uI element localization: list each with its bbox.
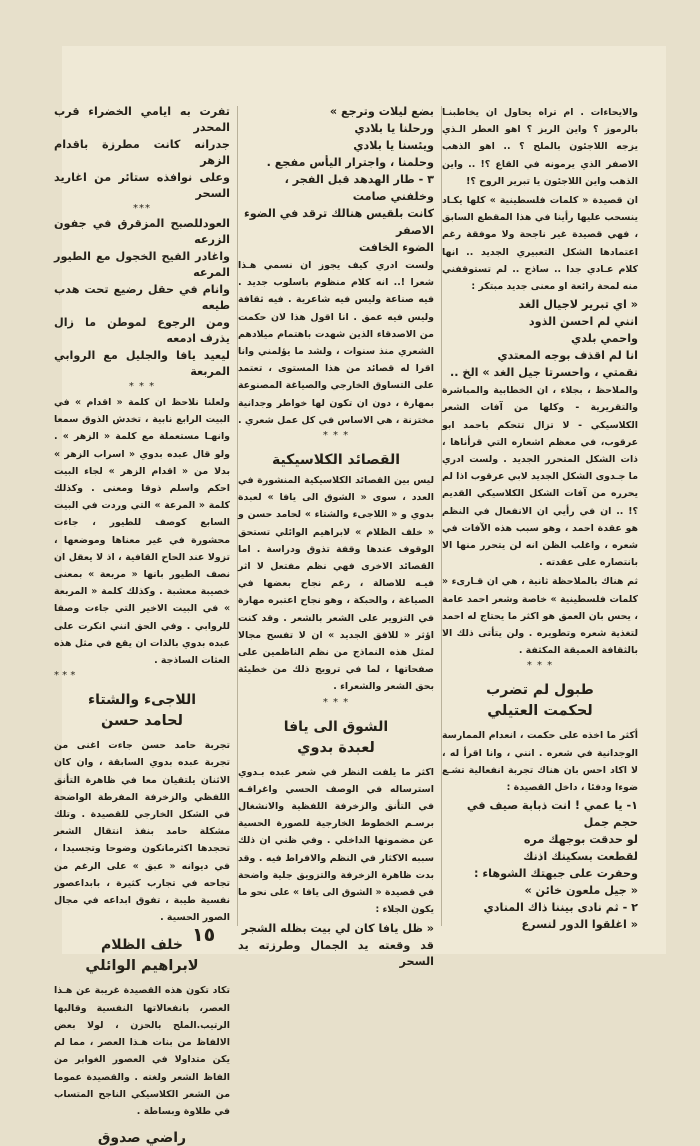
paragraph: اكثر ما يلفت النظر في شعر عبده بـدوي استرساله في الوصف الحسي واغراقـه في التأنق والزخرفة اللفظية والانشغال برسـم الخطوط الخارجية للصورة الحسية عن مضمونها الداخلي . وفي ظني ان ذلك سببه الاكثار في النظم والافراط فيه . وقد بدت ظاهرة الزخرفة والتزويق جلية واضحة في قصيدة « الشوق الى يافا » على نحو ما يكون الجلاء :: [238, 766, 434, 916]
paragraph: ثم هناك بالملاحظة ثانية ، هي ان قـارىء « كلمات فلسطينية » خاصة وشعر احمد عامة ، يحس بان العمق هو اكثر ما يحتاج له احمد لتغذية شعره وتطويره . ولن يتأتى ذلك الا بالثقافة العميقة المكثفة .: [442, 576, 638, 657]
section-separator: * * *: [322, 430, 350, 442]
section-separator: * * *: [526, 660, 554, 672]
section-author: لابراهيم الوائلي: [85, 958, 199, 975]
column-right: [442, 104, 638, 934]
verse-line: ورحلنا يا بلادي: [354, 122, 434, 135]
section-author: لحامد حسن: [101, 713, 183, 730]
verse-line: ١- يا عمي ! انت ذبابة صيف في: [466, 799, 638, 813]
verse-line: نقمتي ، واحسرتا جيل الغد » الخ ..: [449, 366, 638, 380]
section-title: خلف الظلام: [101, 937, 183, 954]
verse-line: قد وقعته يد الجمال وطرزته يد السحر: [238, 938, 434, 968]
section-separator: ***: [133, 203, 151, 214]
verse-line: لقطعت بسكينك اذنك: [523, 850, 638, 864]
verse-line: « اغلقوا الدور لنسرع: [521, 918, 638, 932]
verse-line: « جيل ملعون خائن »: [524, 884, 638, 898]
verse-line: وانام في حقل رضيع تحت هدب طيعه: [54, 283, 230, 312]
verse-line: الضوء الخافت: [358, 241, 434, 254]
section-separator: * * *: [322, 696, 350, 708]
paragraph: تكاد تكون هذه القصيدة غريبة عن هـذا العصر، بانفعالاتها النفسية وقالبها الرتيب.الملح بالحزن ، لولا بعض الالفاظ من بنات هـذا العصر ، مما لم يكن متداولا في العصور الغوابر من الفاظ الشعر ولغته . والقصيدة عموما من الشعر الكلاسيكي الناجح المتساب في طلاوة وبساطة .: [54, 985, 230, 1117]
verse-line: ويئسنا يا بلادي: [353, 139, 434, 152]
verse-line: الاصفر: [396, 224, 434, 237]
column-left: [54, 104, 230, 1146]
verse-line: حجم جمل: [583, 816, 638, 830]
paragraph: ليس بين القصائد الكلاسيكية المنشورة في العدد ، سوى « الشوق الى يافا » لعبدة بدوي و « اللاجىء والشتاء » لحامد حسن و « خلف الظلام » لابراهيم الوائلي تستحق الوقوف عندها وقفة تذوق ودراسة . اما القصائد الاخرى فهي نظم مفتعل لا اثر فيـه للاصالة ، رغم نجاح بعضها في الصياغة ، والحبكة ، وهو نجاح اعتبره مهارة في التزوير على الشعر بالشعر . وقد كنت اؤثر « للافق الجديد » ان لا تفسح مجالا لمثل هذه النماذج من نظم الناظمين على صفحاتها ، لما في ترويج ذلك من خطيئة بحق الشعر والشعراء .: [238, 475, 434, 693]
paragraph: تجربة حامد حسن جاءت اغنى من تجربة عبده بدوي السابقة ، وان كان الاثنان يلتقيان معا في ظاهرة التأنق اللفظي والزخرفة المفرطة الواضحة في الشكل الخارجي للقصيدة . وتلك مشكلة حامد بنفذ انتقال الشعر تحجدها اكثرمانكون وضوحا وتجسيدا ، في ديوانه « عبق » على الرغم من تجاحه في تجارب كثيرة ، بابداعصور نفسية طيبة ، تفوق ابداعه في مجال الصور الحسية .: [54, 740, 230, 924]
verse-line: انا لم اقذف بوجه المعتدي: [497, 349, 638, 363]
section-title: الشوق الى يافا: [283, 718, 389, 735]
verse-line: كانت بلقيس هنالك ترقد في الضوء: [244, 207, 434, 220]
verse-line: انني لم احسن الذود: [528, 315, 638, 329]
verse-line: تفرت به ايامي الخضراء قرب المحدر: [54, 105, 230, 134]
verse-line: « ظل يافا كان لي بيت بظله الشجر: [241, 921, 434, 935]
verse-line: العودللصبح المزقرق في جفون الزرعه: [54, 217, 230, 246]
section-separator: * * *: [54, 670, 76, 682]
verse-line: جدرانه كانت مطرزة باقدام الزهر: [54, 138, 230, 167]
verse-line: ليعيد يافا والجليل مع الروابي المربعة: [54, 349, 230, 378]
paragraph: والملاحظ ، بجلاء ، ان الخطابية والمباشرة والتقريرية - وكلها من آفات الشعر الكلاسيكي - لا تزال تتحكم باحمد ابو عرقوب، في معظم اشعاره التي قرأناها ، ذات الشكل المتحرر الجديد . ولست ادري ما جـدوى الشكل الجديد لابي عرقوب اذا لم يحرره من آفات الشكل الكلاسيكي القديم ؟! .. ان في رأيي ان الانفعال في النظم هو عقدة احمد ، وهو سبب هذه الآفات في شعره ، واغلب الظن انه لن يتحرر منها الا بانتصاره على عقدته .: [442, 385, 638, 569]
section-title: اللاجىء والشتاء: [87, 692, 197, 709]
verse-line: واحمي بلدي: [570, 332, 638, 346]
section-title: طبول لم تضرب: [486, 682, 594, 699]
section-author: لحكمت العتيلي: [487, 703, 593, 720]
verse-line: وعلى نوافذه ستائر من اغاريد السحر: [54, 171, 230, 200]
verse-line: وحلمنا ، واجترار اليأس مفجع .: [266, 156, 434, 169]
paragraph: والايحاءات . ام تراه يحاول ان يخاطبنـا بالرموز ؟ واين الريز ؟ اهو العطر الـذي يزجه اللاجئون بالملح ؟ .. اهو الذهب الاصفر الذي يرمونه في القاع ؟! .. واين الذهب واين اللاجئون يا تبرير الروح ؟!: [442, 107, 638, 187]
author-signature: راضي صدوق: [97, 1130, 187, 1146]
section-separator: * * *: [128, 381, 156, 392]
paragraph: أكثر ما اخذه على حكمت ، انعدام الممارسة الوجدانية في شعره . انني ، وانا اقرأ له ، لا اكاد احس بان هناك تجربة انفعالية تشـع ضوءا ودفئا ، داخل القصيدة :: [442, 730, 638, 794]
verse-line: واغادر الفيح الخجول مع الطيور المرعه: [54, 250, 230, 279]
paragraph: ولست ادري كيف يجوز ان نسمي هـذا شعرا !.. انه كلام منظوم باسلوب جديد . فيه صناعة وليس فيه شاعرية . فيه ثقافة وليس فيه عمق . انا اقول هذا لان حكمت من الاصدقاء الذين شهدت باهتمام ميلادهم الشعري منذ سنوات ، ولشد ما يؤلمني وانا اقرا له قصائد من هذا المستوى ، تعتمد على التساوق الخارجي والصياغة المصنوعة بمهارة ، دون ان تكون لها خواطر وجدانية مختزنة ، هي الاساس في كل عمل شعري .: [238, 260, 434, 426]
verse-line: ومن الرجوع لموطن ما زال يذرف ادمعه: [54, 316, 230, 345]
verse-line: بضع ليلات وترجع »: [329, 105, 434, 118]
page-number: ١٥: [192, 924, 216, 946]
column-middle: [238, 104, 434, 971]
verse-line: وحفرت على جبهتك الشوهاء :: [474, 867, 638, 881]
section-title: القصائد الكلاسيكية: [271, 452, 401, 469]
paragraph: ولعلنا نلاحظ ان كلمة « اقدام » في البيت الرابع نابية ، تخدش الذوق سمعا وانهـا مستعملة مع كلمة « الزهر » . ولو قال عبده بدوي « اسراب الزهر » بدلا من « اقدام الزهر » لجاء البيت احكم واسلم ذوقا ومعنى . وكذلك كلمة « المرعة » التي وردت في البيت السابع كوصف للطيور ، جاءت محشورة في غير معناها وموضعها ، تزولا عند الحاح القافية ، اذ لا يعقل ان نصف الطيور بانها « مربعة » بمعنى خصيبة معشبة . وكذلك كلمة « المربعة » في البيت الاخير التي جاءت وصفا للروابي . وفي الحق انني انكرت على عبده بدوي بالذات ان يقع في مثل هذه العثات الساذجة .: [54, 397, 230, 667]
newspaper-page: [54, 46, 666, 1146]
section-author: لعبدة بدوي: [297, 739, 375, 756]
verse-line: لو حدقت بوجهك مره: [523, 833, 638, 847]
verse-line: ٢ - ثم نادى بيننا ذاك المنادي: [483, 901, 638, 915]
verse-line: ٣ - طار الهدهد قبل الفجر ،: [284, 173, 434, 186]
verse-line: وخلفني صامت: [352, 190, 434, 203]
verse-line: « اي تبرير لاجيال الغد: [518, 298, 638, 312]
paragraph: ان قصيدة « كلمات فلسطينية » كلها يكـاد ينسحب عليها رأينا في هذا المقطع السابق ، فهي قصيدة غير ناجحة ولا موفقة رغم اعتمادها الشكل التعبيري الجديد .. انها كلام عـادي جدا .. ساذج .. لم تستوقفني منه لمحة رائعة او معنى جديد مبتكر :: [442, 195, 638, 293]
